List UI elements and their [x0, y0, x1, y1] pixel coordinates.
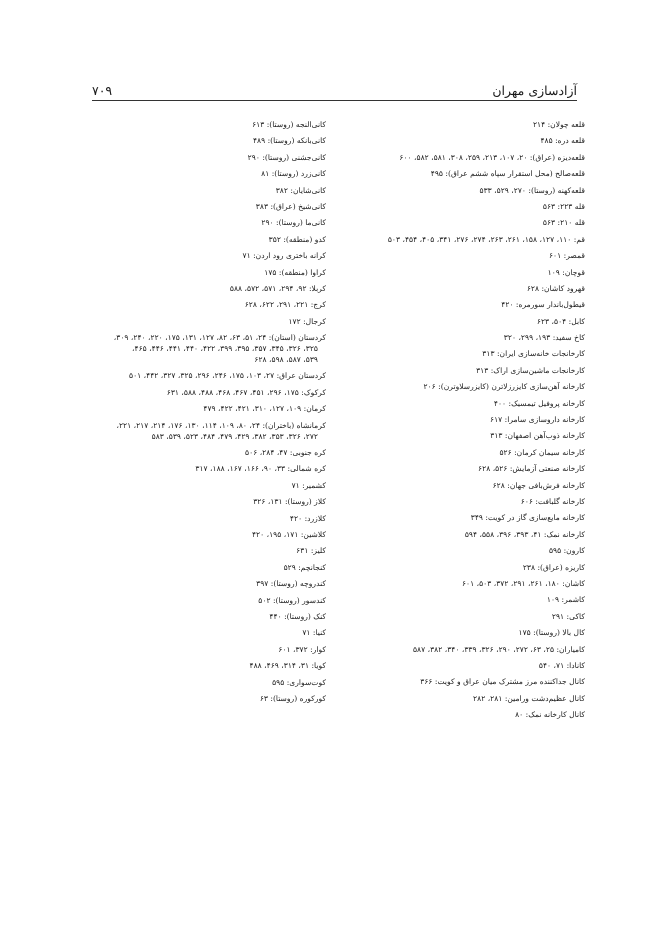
index-entry	[327, 398, 585, 409]
index-column-left	[94, 119, 326, 709]
index-entry	[327, 529, 585, 540]
index-entry	[327, 644, 585, 655]
index-entry	[327, 594, 585, 605]
index-entry-line: کرمان: ۱۰۹، ۱۲۷، ۳۱۰، ۴۲۱، ۴۲۲، ۴۷۹	[203, 404, 326, 414]
page-number: ۷۰۹	[92, 83, 113, 98]
index-entry	[327, 201, 585, 212]
index-entry	[94, 447, 326, 458]
index-entry	[94, 463, 326, 474]
index-entry	[327, 430, 585, 441]
index-entry-line: کانال کارخانه نمک: ۸۰	[515, 710, 585, 720]
index-entry-line: قله ۲۱۰: ۵۶۳	[542, 218, 585, 228]
index-entry-line: کارخانه مایع‌سازی گاز در کویت: ۳۴۹	[470, 513, 585, 523]
index-entry-line: کانی‌النجه (روستا): ۶۱۳	[252, 120, 326, 129]
index-entry	[94, 370, 326, 381]
index-entry	[327, 332, 585, 343]
index-entry	[94, 480, 326, 491]
index-entry	[327, 299, 585, 310]
index-entry-line: کانادا: ۷۱، ۵۴۰	[538, 660, 585, 670]
index-entry	[327, 414, 585, 425]
index-entry	[94, 267, 326, 278]
index-entry-line: کلاشین: ۱۷۱، ۱۹۵، ۴۲۰	[251, 529, 326, 539]
index-entry-line: کاخ سفید: ۱۹۳، ۲۹۹، ۳۲۰	[503, 333, 585, 343]
index-entry	[327, 660, 585, 671]
index-entry	[94, 529, 326, 540]
index-entry-line: کرانه باختری رود اردن: ۷۱	[242, 251, 326, 261]
index-entry	[327, 693, 585, 704]
index-entry	[94, 119, 326, 130]
index-entry	[327, 562, 585, 573]
index-entry-line: کاشمر: ۱۰۹	[546, 595, 585, 605]
index-entry-continuation: ۲۷۲، ۳۲۶، ۳۵۳، ۳۸۲، ۴۲۹، ۴۷۹، ۴۸۴، ۵۲۳، ۵۳۹، ۵۸۳	[151, 431, 318, 441]
index-entry	[94, 152, 326, 163]
index-entry-line: کدو (منطقه): ۳۵۲	[268, 234, 326, 244]
index-entry	[94, 611, 326, 622]
index-entry-line: قلعه‌کهنه (روستا): ۲۷۰، ۵۲۹، ۵۳۳	[479, 185, 585, 195]
index-entry-line: قلعه‌صالح (محل استقرار سپاه ششم عراق): ۴۹۵	[430, 169, 585, 179]
index-entry	[327, 234, 585, 245]
index-entry	[327, 135, 585, 146]
index-entry	[327, 185, 585, 196]
index-entry	[94, 403, 326, 414]
index-entry-line: کرمانشاه (باختران): ۲۴، ۸۰، ۱۰۹، ۱۱۴، ۱۳۰، ۱۷۶، ۲۱۴، ۲۱۷، ۲۲۱،	[116, 420, 326, 430]
index-entry-line: کارخانه فرش‌بافی جهان: ۶۲۸	[492, 480, 585, 490]
index-entry	[94, 545, 326, 556]
index-entry	[327, 676, 585, 687]
index-entry	[94, 234, 326, 245]
index-entry-line: قلعه دره: ۴۸۵	[540, 136, 585, 146]
index-entry-line: کارخانه نمک: ۴۱، ۳۹۳، ۳۹۶، ۵۵۸، ۵۹۴	[464, 529, 585, 539]
index-entry	[327, 119, 585, 130]
index-entry-line: کنک (روستا): ۴۴۰	[269, 611, 326, 621]
index-entry	[327, 348, 585, 359]
index-entry-line: کاشان: ۱۸۰، ۲۶۱، ۲۹۱، ۳۷۲، ۵۰۳، ۶۰۱	[461, 578, 585, 588]
index-entry-line: کانال جداکننده مرز مشترک میان عراق و کویت: ۳۶۶	[420, 677, 585, 687]
index-entry-line: کارخانجات ماشین‌سازی اراک: ۳۱۳	[476, 365, 585, 375]
index-entry-line: کابل: ۵۰۴، ۶۲۳	[536, 316, 585, 326]
index-entry-line: کارون: ۵۹۵	[548, 546, 585, 556]
index-entry	[94, 217, 326, 228]
index-entry-line: کارخانه گلبافت: ۶۰۶	[520, 496, 585, 506]
index-entry	[94, 387, 326, 398]
index-entry	[327, 496, 585, 507]
index-entry-line: کوت‌سواری: ۵۹۵	[272, 677, 326, 687]
index-entry-line: کال بالا (روستا): ۱۷۵	[518, 628, 585, 638]
index-entry-line: کراوا (منطقه): ۱۷۵	[264, 267, 326, 277]
index-entry	[94, 420, 326, 442]
index-entry-line: کردستان (استان): ۲۴، ۵۱، ۶۳، ۸۲، ۱۲۷، ۱۳۱، ۱۷۵، ۲۲۰، ۲۴۰، ۳۰۹،	[113, 333, 326, 343]
index-entry-line: کندسور (روستا): ۵۰۲	[258, 595, 326, 605]
index-entry-line: کنجانچم: ۵۲۹	[283, 562, 326, 572]
index-entry-line: کوار: ۳۷۲، ۶۰۱	[278, 644, 326, 654]
running-head	[92, 78, 577, 98]
index-entry	[94, 693, 326, 704]
index-entry-line: کانی‌ما (روستا): ۲۹۰	[261, 218, 326, 228]
index-entry	[94, 185, 326, 196]
index-entry-line: کلیز: ۶۳۱	[296, 546, 326, 556]
index-entry	[327, 168, 585, 179]
index-entry	[94, 595, 326, 606]
index-entry-line: کاکی: ۲۹۱	[551, 611, 585, 621]
index-entry	[327, 611, 585, 622]
index-entry-line: کانی‌بانکه (روستا): ۴۸۹	[252, 136, 326, 146]
index-entry	[94, 332, 326, 365]
index-entry-line: کرجال: ۱۷۲	[288, 316, 326, 326]
index-entry-line: کرج: ۲۲۱، ۲۹۱، ۶۲۲، ۶۲۸	[244, 300, 326, 310]
index-entry-line: کارخانه صنعتی آزمایش: ۵۲۶، ۶۲۸	[478, 464, 585, 474]
index-entry	[94, 201, 326, 212]
header-rule	[92, 100, 577, 101]
index-entry-line: کارخانه سیمان کرمان: ۵۲۶	[499, 447, 585, 457]
index-entry-continuation: ۳۲۵، ۳۲۶، ۳۴۵، ۳۵۷، ۳۹۵، ۳۹۹، ۴۲۲، ۴۴۰، ۴۴۱، ۴۴۶، ۴۶۵،	[132, 344, 318, 354]
index-entry	[327, 578, 585, 589]
index-entry	[94, 299, 326, 310]
index-entry-line: کانی‌جشنی (روستا): ۲۹۰	[247, 152, 326, 162]
index-entry-line: کربلا: ۹۲، ۲۹۴، ۵۷۱، ۵۷۲، ۵۸۸	[229, 283, 326, 293]
index-entry	[327, 267, 585, 278]
index-entry	[327, 217, 585, 228]
index-entry-line: کانی‌زرد (روستا): ۸۱	[261, 169, 326, 179]
index-entry-line: قیطول‌باندار سورمره: ۴۲۰	[501, 300, 585, 310]
index-entry-line: کانال عظیم‌دشت ورامین: ۲۸۱، ۲۸۲	[473, 693, 585, 703]
index-entry-line: قهرود کاشان: ۶۲۸	[526, 283, 585, 293]
index-entry	[327, 512, 585, 523]
index-entry	[327, 709, 585, 720]
index-entry-line: کردستان عراق: ۲۷، ۱۰۳، ۱۷۵، ۲۴۶، ۲۹۶، ۳۲۵، ۳۲۷، ۴۴۲، ۵۰۱	[128, 371, 326, 381]
index-entry-line: کارخانه داروسازی سامرا: ۶۱۷	[490, 415, 585, 425]
index-entry	[94, 168, 326, 179]
index-entry-continuation: ۵۳۹، ۵۸۷، ۵۹۸، ۶۲۸	[254, 355, 318, 365]
index-entry	[94, 135, 326, 146]
index-entry-line: کندروچه (روستا): ۳۹۷	[256, 579, 326, 589]
index-entry-line: کلاز (روستا): ۱۳۱، ۳۲۶	[253, 497, 326, 507]
index-entry	[327, 152, 585, 163]
index-entry	[327, 250, 585, 261]
index-entry	[327, 627, 585, 638]
index-entry	[94, 677, 326, 688]
index-entry-line: قمصر: ۶۰۱	[548, 251, 585, 261]
index-entry	[94, 513, 326, 524]
index-entry	[94, 627, 326, 638]
index-entry-line: قلعه چولان: ۲۱۴	[532, 120, 585, 129]
index-entry-line: کویا: ۳۱، ۳۱۴، ۴۶۹، ۴۸۸	[249, 661, 326, 671]
index-entry-line: کارخانه پروفیل تیمسیک: ۴۰۰	[493, 398, 585, 408]
index-entry	[327, 463, 585, 474]
index-entry	[94, 496, 326, 507]
index-entry	[94, 316, 326, 327]
index-entry-line: قلعه‌دیزه (عراق): ۲۰، ۱۰۷، ۲۱۳، ۲۵۹، ۳۰۸، ۵۸۱، ۵۸۲، ۶۰۰	[399, 152, 585, 162]
index-entry-line: کارخانجات خانه‌سازی ایران: ۳۱۳	[482, 349, 585, 359]
index-entry-line: کره جنوبی: ۴۷، ۲۸۴، ۵۰۶	[245, 448, 326, 458]
index-entry	[94, 250, 326, 261]
index-entry	[327, 480, 585, 491]
index-entry-line: قم: ۱۱۰، ۱۲۷، ۱۵۸، ۲۶۱، ۲۶۳، ۲۷۴، ۲۷۶، ۳۴۱، ۴۰۵، ۴۵۴، ۵۰۳	[387, 234, 585, 244]
index-entry-line: کورکوره (روستا): ۶۳	[259, 693, 326, 703]
index-entry-line: کرکوک: ۱۷۵، ۲۹۶، ۴۵۱، ۴۶۷، ۴۶۸، ۴۸۸، ۵۸۸، ۶۳۱	[166, 387, 326, 397]
index-entry-line: کره شمالی: ۳۳، ۹۰، ۱۶۶، ۱۶۷، ۱۸۸، ۳۱۷	[195, 464, 326, 474]
index-entry	[327, 365, 585, 376]
index-entry-line: قله ۲۲۳: ۵۶۳	[542, 201, 585, 211]
index-entry	[327, 447, 585, 458]
index-entry	[94, 283, 326, 294]
index-entry-line: کانی‌شیخ (عراق): ۳۸۳	[255, 201, 326, 211]
index-entry	[94, 660, 326, 671]
index-entry	[327, 381, 585, 392]
index-entry	[94, 578, 326, 589]
index-entry	[94, 562, 326, 573]
index-entry-line: کشمیر: ۷۱	[291, 480, 326, 490]
index-column-right	[327, 119, 585, 725]
index-entry	[327, 316, 585, 327]
index-entry-line: کنیا: ۷۱	[302, 628, 326, 638]
index-entry	[94, 644, 326, 655]
index-entry-line: کلازرد: ۴۲۰	[289, 513, 326, 523]
running-head-title: آزادسازی مهران	[492, 83, 577, 98]
index-entry-line: کارخانه آهن‌سازی کایزرزلاترن (کایزرسلاوترن): ۲۰۶	[423, 382, 585, 392]
index-entry-line: کارخانه ذوب‌آهن اصفهان: ۳۱۳	[490, 431, 585, 441]
index-entry-line: کامیاران: ۲۵، ۶۳، ۲۷۲، ۲۹۰، ۳۲۶، ۳۳۹، ۳۴۰، ۳۸۲، ۵۸۷	[412, 644, 585, 654]
index-entry	[327, 545, 585, 556]
index-entry-line: کانی‌شایان: ۳۸۲	[275, 185, 326, 195]
index-entry	[327, 283, 585, 294]
index-entry-line: قوچان: ۱۰۹	[547, 267, 585, 277]
index-entry-line: کاریزه (عراق): ۲۳۸	[522, 562, 585, 572]
